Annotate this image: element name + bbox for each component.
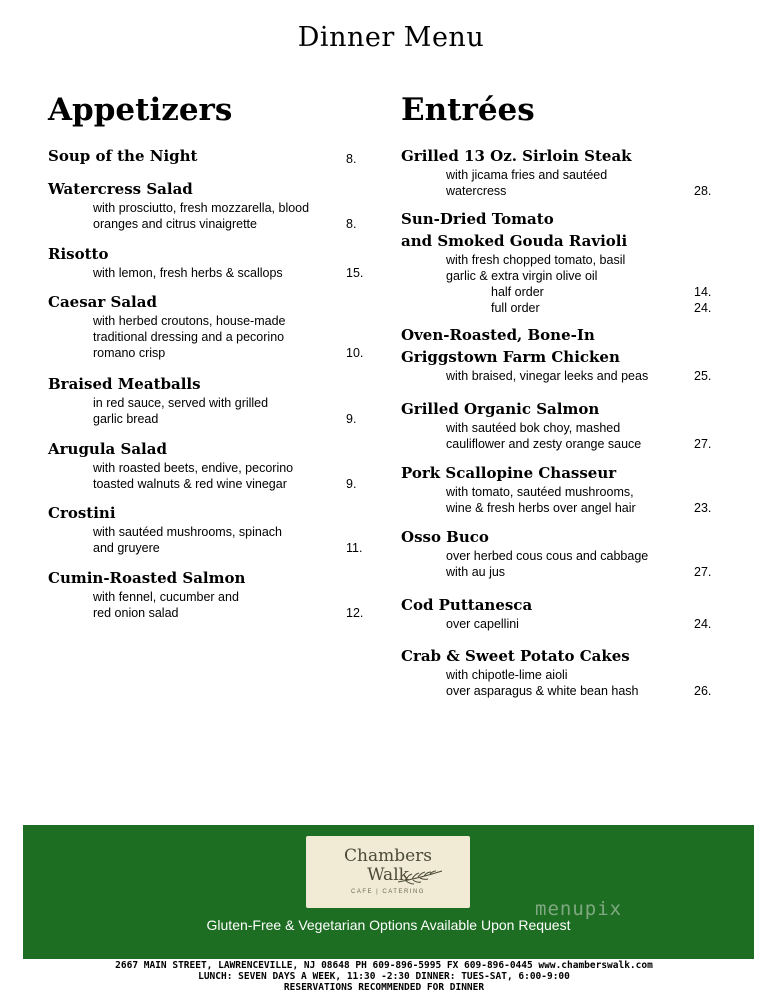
item-name: Grilled Organic Salmon: [401, 400, 600, 418]
menu-item: [48, 373, 357, 427]
item-price: 10.: [346, 346, 364, 360]
item-name: Cumin-Roasted Salmon: [48, 569, 246, 587]
item-desc: garlic & extra virgin olive oil: [446, 269, 598, 283]
item-option: half order: [491, 285, 544, 299]
item-name: Crostini: [48, 504, 116, 522]
item-desc: over capellini: [446, 617, 519, 631]
item-price: 24.: [694, 301, 712, 315]
entrees-heading: Entrées: [401, 92, 535, 128]
item-desc: cauliflower and zesty orange sauce: [446, 437, 642, 451]
item-desc: traditional dressing and a pecorino: [93, 330, 285, 344]
menu-item: [401, 462, 712, 516]
item-desc: with prosciutto, fresh mozzarella, blood: [93, 201, 310, 215]
menu-item: [401, 145, 712, 199]
menu-item: [401, 526, 712, 580]
item-desc: with au jus: [446, 565, 506, 579]
item-price: 14.: [694, 285, 712, 299]
footer-band: [23, 825, 754, 959]
item-price: 8.: [346, 217, 357, 231]
address-line: 2667 MAIN STREET, LAWRENCEVILLE, NJ 08648 PH 609-896-5995 FX 609-896-0445 www.chamberswalk.com: [115, 960, 653, 971]
item-desc: with herbed croutons, house-made: [93, 314, 286, 328]
item-name: Oven-Roasted, Bone-In: [401, 326, 595, 344]
item-name: Risotto: [48, 245, 109, 263]
item-desc: oranges and citrus vinaigrette: [93, 217, 257, 231]
item-price: 15.: [346, 266, 364, 280]
menu-item: [48, 567, 364, 621]
logo: [306, 836, 470, 908]
item-name-line2: and Smoked Gouda Ravioli: [401, 232, 628, 250]
gluten-free-notice: Gluten-Free & Vegetarian Options Available Upon Request: [206, 917, 571, 933]
item-desc: romano crisp: [93, 346, 166, 360]
logo-name-line2: Walk: [367, 865, 409, 885]
item-price: 26.: [694, 684, 712, 698]
menu-item: [401, 398, 712, 452]
item-desc: over herbed cous cous and cabbage: [446, 549, 649, 563]
item-desc: with fresh chopped tomato, basil: [446, 253, 626, 267]
item-price: 9.: [346, 477, 357, 491]
menu-item: [401, 208, 712, 316]
item-name: Grilled 13 Oz. Sirloin Steak: [401, 147, 632, 165]
menu-item: [48, 438, 357, 492]
menu-item: [401, 324, 712, 384]
item-desc: with fennel, cucumber and: [93, 590, 239, 604]
item-name: Sun-Dried Tomato: [401, 210, 554, 228]
appetizers-heading: Appetizers: [48, 92, 233, 128]
menu-item: [48, 243, 364, 281]
item-price: 9.: [346, 412, 357, 426]
item-desc: over asparagus & white bean hash: [446, 684, 639, 698]
item-desc: with lemon, fresh herbs & scallops: [93, 266, 283, 280]
item-desc: watercress: [446, 184, 507, 198]
item-desc: red onion salad: [93, 606, 179, 620]
item-desc: toasted walnuts & red wine vinegar: [93, 477, 287, 491]
item-desc: with chipotle-lime aioli: [446, 668, 568, 682]
address-block: [0, 960, 768, 993]
reservations-line: RESERVATIONS RECOMMENDED FOR DINNER: [283, 982, 485, 993]
menu-item: [48, 291, 364, 361]
item-name: Pork Scallopine Chasseur: [401, 464, 617, 482]
item-option: full order: [491, 301, 540, 315]
logo-tagline: CAFE | CATERING: [351, 889, 425, 895]
item-desc: in red sauce, served with grilled: [93, 396, 269, 410]
item-desc: with tomato, sautéed mushrooms,: [446, 485, 634, 499]
item-desc: with sautéed bok choy, mashed: [446, 421, 621, 435]
item-desc: with sautéed mushrooms, spinach: [93, 525, 282, 539]
item-name: Arugula Salad: [48, 440, 167, 458]
item-price: 11.: [346, 541, 363, 555]
item-price: 25.: [694, 369, 712, 383]
item-desc: and gruyere: [93, 541, 160, 555]
item-desc: with roasted beets, endive, pecorino: [93, 461, 294, 475]
item-desc: with braised, vinegar leeks and peas: [446, 369, 649, 383]
watermark: menupix: [535, 898, 623, 920]
item-price: 27.: [694, 565, 712, 579]
item-price: 23.: [694, 501, 712, 515]
item-name-line2: Griggstown Farm Chicken: [401, 348, 620, 366]
hours-line: LUNCH: SEVEN DAYS A WEEK, 11:30 -2:30 DINNER: TUES-SAT, 6:00-9:00: [198, 971, 570, 982]
item-name: Soup of the Night: [48, 147, 198, 165]
item-price: 24.: [694, 617, 712, 631]
item-name: Cod Puttanesca: [401, 596, 533, 614]
menu-item: [48, 145, 357, 167]
item-name: Caesar Salad: [48, 293, 157, 311]
leaf-icon: [396, 868, 444, 886]
item-name: Osso Buco: [401, 528, 489, 546]
item-desc: garlic bread: [93, 412, 159, 426]
item-price: 12.: [346, 606, 364, 620]
menu-item: [48, 178, 357, 232]
menu-title: Dinner Menu: [297, 22, 485, 53]
item-name: Crab & Sweet Potato Cakes: [401, 647, 630, 665]
item-price: 8.: [346, 152, 357, 166]
logo-name-line1: Chambers: [343, 846, 432, 866]
menu-item: [401, 645, 712, 699]
item-desc: wine & fresh herbs over angel hair: [446, 501, 636, 515]
item-price: 27.: [694, 437, 712, 451]
item-desc: with jicama fries and sautéed: [446, 168, 608, 182]
item-name: Watercress Salad: [48, 180, 193, 198]
item-name: Braised Meatballs: [48, 375, 201, 393]
menu-item: [48, 502, 363, 556]
menu-item: [401, 594, 712, 632]
item-price: 28.: [694, 184, 712, 198]
